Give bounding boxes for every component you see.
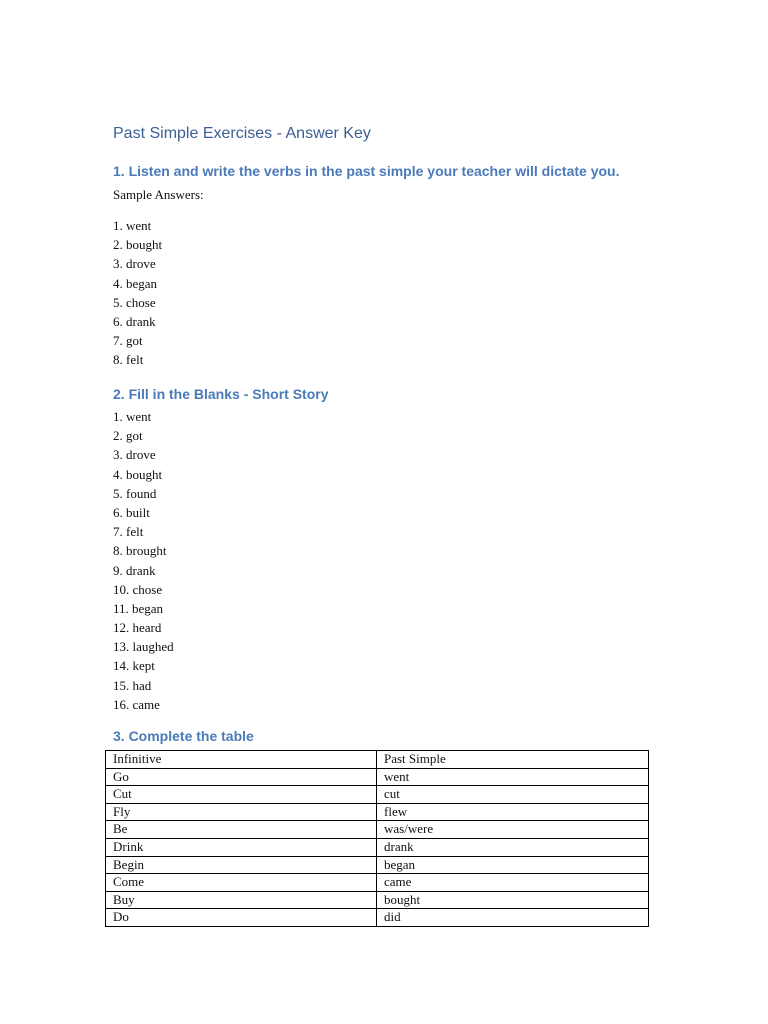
list-item: 12. heard bbox=[113, 620, 162, 636]
section1-heading: 1. Listen and write the verbs in the past simple your teacher will dictate you. bbox=[113, 163, 620, 179]
table-cell: Drink bbox=[106, 838, 377, 856]
table-cell: Begin bbox=[106, 856, 377, 874]
list-item: 11. began bbox=[113, 600, 164, 616]
list-item: 15. had bbox=[113, 677, 152, 693]
table-cell: went bbox=[377, 768, 649, 786]
list-item: 6. built bbox=[113, 504, 150, 520]
table-row bbox=[106, 856, 649, 874]
table-cell: cut bbox=[377, 786, 649, 804]
list-item: 5. found bbox=[113, 485, 157, 501]
list-item: 2. bought bbox=[113, 237, 163, 253]
list-item: 1. went bbox=[113, 409, 152, 424]
table-cell: Buy bbox=[106, 891, 377, 909]
table-row bbox=[106, 821, 649, 839]
list-item: 3. drove bbox=[113, 256, 156, 272]
table-cell: Come bbox=[106, 874, 377, 892]
section1-answer-list bbox=[113, 216, 162, 370]
table-cell: was/were bbox=[377, 821, 649, 839]
list-item: 1. went bbox=[113, 218, 152, 233]
table-row bbox=[106, 803, 649, 821]
list-item: 2. got bbox=[113, 428, 143, 444]
table-row bbox=[106, 838, 649, 856]
verb-table bbox=[105, 750, 649, 927]
section1-intro: Sample Answers: bbox=[113, 187, 204, 202]
table-row bbox=[106, 768, 649, 786]
table-cell: Cut bbox=[106, 786, 377, 804]
table-cell: Go bbox=[106, 768, 377, 786]
table-cell: flew bbox=[377, 803, 649, 821]
document-title: Past Simple Exercises - Answer Key bbox=[113, 125, 371, 142]
list-item: 13. laughed bbox=[113, 639, 174, 655]
table-header-row bbox=[106, 751, 649, 769]
table-cell: began bbox=[377, 856, 649, 874]
list-item: 14. kept bbox=[113, 658, 155, 674]
table-row bbox=[106, 909, 649, 927]
table-header-cell: Past Simple bbox=[377, 751, 649, 769]
list-item: 7. got bbox=[113, 333, 143, 349]
section2-heading: 2. Fill in the Blanks - Short Story bbox=[113, 386, 329, 402]
list-item: 8. felt bbox=[113, 352, 144, 368]
section3-heading: 3. Complete the table bbox=[113, 728, 254, 744]
list-item: 3. drove bbox=[113, 447, 156, 463]
table-cell: Do bbox=[106, 909, 377, 927]
list-item: 16. came bbox=[113, 696, 160, 712]
list-item: 7. felt bbox=[113, 524, 144, 540]
table-header-cell: Infinitive bbox=[106, 751, 377, 769]
table-cell: Be bbox=[106, 821, 377, 839]
table-cell: bought bbox=[377, 891, 649, 909]
list-item: 5. chose bbox=[113, 294, 156, 310]
list-item: 6. drank bbox=[113, 313, 156, 329]
table-cell: Fly bbox=[106, 803, 377, 821]
list-item: 4. began bbox=[113, 275, 158, 291]
list-item: 10. chose bbox=[113, 581, 163, 597]
table-row bbox=[106, 891, 649, 909]
list-item: 9. drank bbox=[113, 562, 156, 578]
list-item: 8. brought bbox=[113, 543, 167, 559]
section2-answer-list bbox=[113, 407, 174, 714]
verb-table-wrapper bbox=[105, 750, 649, 927]
list-item: 4. bought bbox=[113, 466, 163, 482]
table-cell: drank bbox=[377, 838, 649, 856]
table-row bbox=[106, 874, 649, 892]
table-cell: came bbox=[377, 874, 649, 892]
table-row bbox=[106, 786, 649, 804]
table-cell: did bbox=[377, 909, 649, 927]
